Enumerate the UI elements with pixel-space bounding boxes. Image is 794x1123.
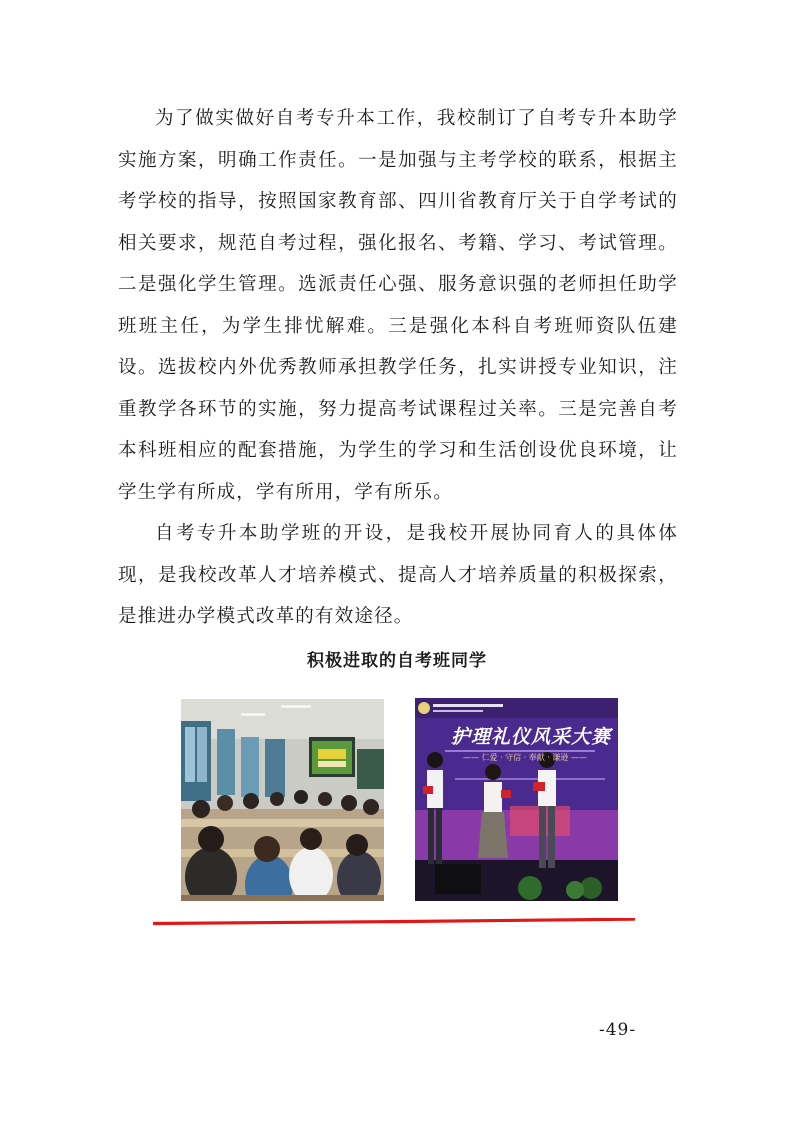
red-underline-divider: [153, 918, 635, 926]
photo-caption: 积极进取的自考班同学: [307, 651, 487, 671]
body-text: [118, 98, 678, 638]
stage-competition-photo: [415, 698, 618, 901]
banner-subtitle: —— 仁爱 · 守信 · 奉献 · 谦逊 ——: [463, 753, 587, 762]
banner-title: 护理礼仪风采大赛: [451, 726, 612, 748]
paragraph-1: 为了做实做好自考专升本工作，我校制订了自考专升本助学实施方案，明确工作责任。一是加强与主考学校的联系，根据主考学校的指导，按照国家教育部、四川省教育厅关于自学考试的相关要求，规范自考过程，强化报名、考籍、学习、考试管理。二是强化学生管理。选派责任心强、服务意识强的老师担任助学班班主任，为学生排忧解难。三是强化本科自考班师资队伍建设。选拔校内外优秀教师承担教学任务，扎实讲授专业知识，注重教学各环节的实施，努力提高考试课程过关率。三是完善自考本科班相应的配套措施，为学生的学习和生活创设优良环境，让学生学有所成，学有所用，学有所乐。: [118, 108, 678, 503]
classroom-photo: [181, 699, 384, 901]
page-number: -49-: [599, 1020, 637, 1040]
paragraph-2: 自考专升本助学班的开设，是我校开展协同育人的具体体现，是我校改革人才培养模式、提高人才培养质量的积极探索，是推进办学模式改革的有效途径。: [118, 523, 678, 627]
